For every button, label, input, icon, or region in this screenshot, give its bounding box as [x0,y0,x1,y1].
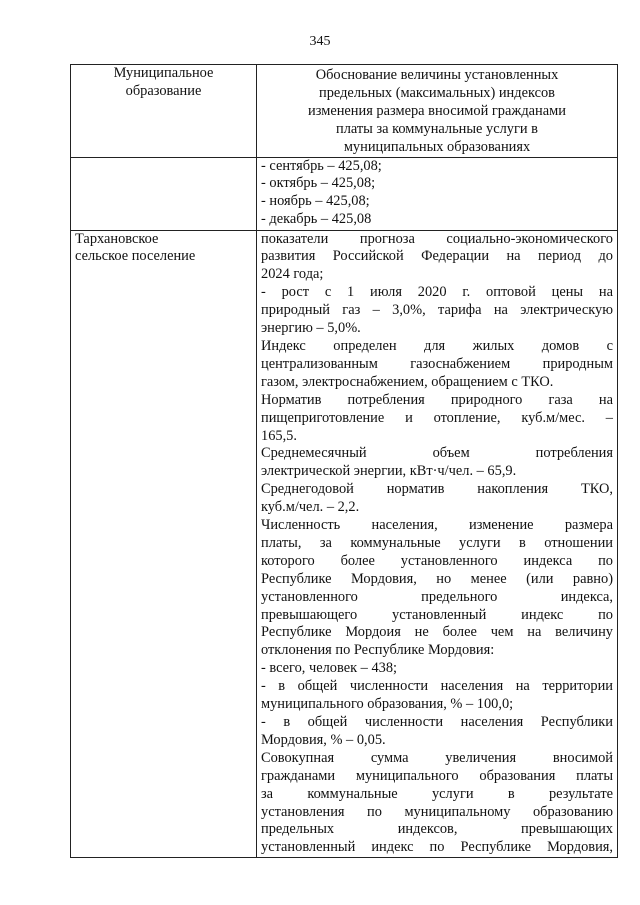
justification-cell [257,230,618,858]
page-number: 345 [309,34,331,49]
justification-line: Норматив потребления природного газа на [261,391,613,408]
continuation-row [71,157,618,230]
justification-line: платы, за коммунальные услуги в отношении [261,534,613,551]
justification-line: 165,5. [261,427,297,444]
municipality-name-line: Тархановское [75,230,159,247]
justification-line: 2024 года; [261,266,324,283]
municipality-cell [71,230,257,858]
header-text-line: муниципальных образованиях [343,138,531,155]
continuation-months-cell [257,157,618,230]
indices-table [70,64,618,858]
justification-line: - всего, человек – 438; [261,660,398,677]
justification-line: показатели прогноза социально-экономического [261,230,613,247]
justification-line: газом, электроснабжением, обращением с ТКО. [261,373,554,390]
header-text-line: платы за коммунальные услуги в [336,120,538,137]
justification-line: куб.м/чел. – 2,2. [261,499,360,516]
header-municipality [71,65,257,158]
justification-line: установления по муниципальному образованию [261,803,613,820]
header-text-line: образование [125,82,202,99]
justification-line: Мордовия, % – 0,05. [261,731,386,748]
justification-line: Численность населения, изменение размера [261,517,613,534]
header-text-line: предельных (максимальных) индексов [319,84,555,101]
month-value: - декабрь – 425,08 [261,211,372,228]
justification-line: предельных индексов, превышающих [261,821,613,838]
justification-line: Индекс определен для жилых домов с [261,337,613,354]
justification-line: пищеприготовление и отопление, куб.м/мес. – [261,409,613,426]
justification-line: - в общей численности населения на территории [261,678,613,695]
justification-line: превышающего установленный индекс по [261,606,613,623]
header-text-line: изменения размера вносимой гражданами [308,102,566,119]
justification-line: электрической энергии, кВт·ч/чел. – 65,9. [261,463,517,480]
justification-line: которого более установленного индекса по [261,552,613,569]
table-header-row [71,65,618,158]
justification-line: централизованным газоснабжением природным [261,355,613,372]
month-value: - ноябрь – 425,08; [261,193,370,210]
justification-line: установленного предельного индекса, [261,588,613,605]
justification-line: природный газ – 3,0%, тарифа на электрическую [261,302,613,319]
municipality-name-line: сельское поселение [75,248,196,265]
justification-line: установленный индекс по Республике Мордовия, [261,839,613,856]
justification-line: за коммунальные услуги в результате [261,785,613,802]
justification-line: Среднемесячный объем потребления [261,445,613,462]
justification-line: гражданами муниципального образования платы [261,767,613,784]
justification-line: - рост с 1 июля 2020 г. оптовой цены на [261,284,613,301]
continuation-municipality-cell [71,157,257,230]
justification-line: развития Российской Федерации на период до [261,248,613,265]
month-value: - сентябрь – 425,08; [261,157,382,174]
table-row [71,230,618,858]
header-justification [257,65,618,158]
justification-text [261,231,613,858]
justification-line: Республике Мордовия, но менее (или равно) [261,570,613,587]
header-text-line: Обоснование величины установленных [315,67,559,83]
month-value: - октябрь – 425,08; [261,175,376,192]
header-text-line: Муниципальное [113,65,214,81]
justification-line: Республике Мордоия не более чем на величину [261,624,613,641]
justification-line: Совокупная сумма увеличения вносимой [261,749,613,766]
justification-line: энергию – 5,0%. [261,320,361,337]
justification-line: муниципального образования, % – 100,0; [261,696,514,713]
justification-line: отклонения по Республике Мордовия: [261,642,495,659]
justification-line: - в общей численности населения Республики [261,714,613,730]
justification-line: Среднегодовой норматив накопления ТКО, [261,481,613,498]
